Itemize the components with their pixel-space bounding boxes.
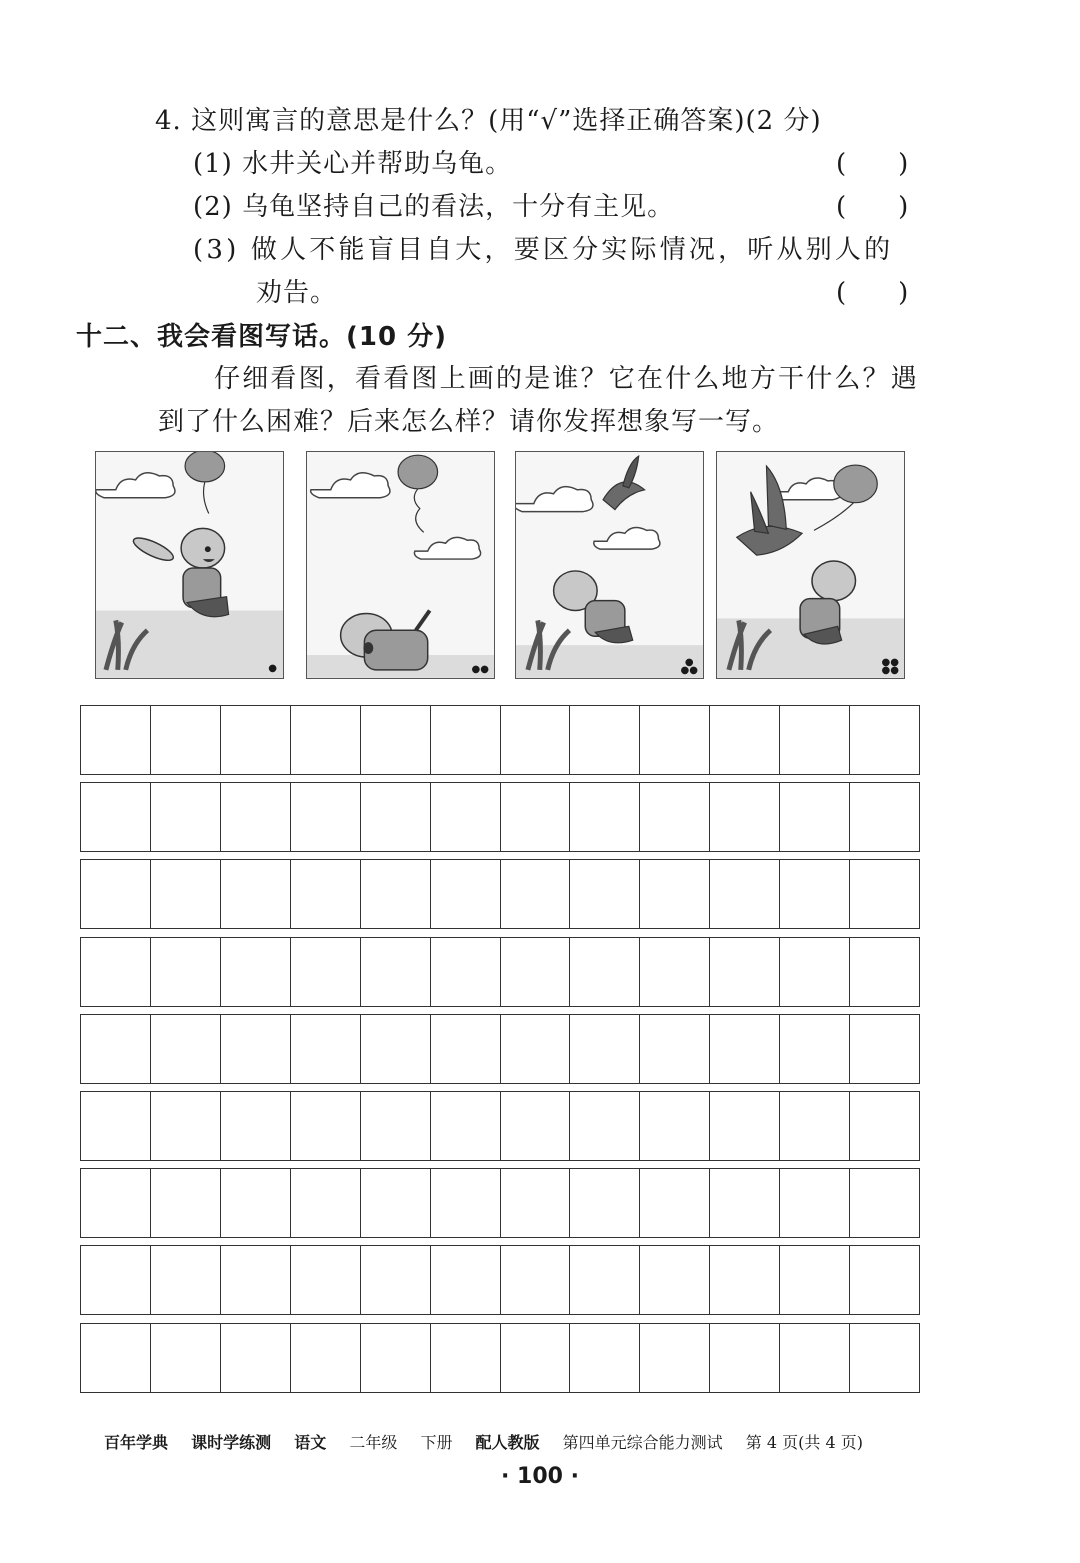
grid-cell[interactable] bbox=[780, 1169, 850, 1237]
grid-cell[interactable] bbox=[570, 1092, 640, 1160]
grid-cell[interactable] bbox=[361, 1015, 431, 1083]
grid-cell[interactable] bbox=[81, 860, 151, 928]
grid-cell[interactable] bbox=[81, 1324, 151, 1392]
grid-cell[interactable] bbox=[640, 1092, 710, 1160]
grid-cell[interactable] bbox=[710, 938, 780, 1006]
grid-cell[interactable] bbox=[291, 938, 361, 1006]
grid-cell[interactable] bbox=[81, 706, 151, 774]
grid-cell[interactable] bbox=[640, 1015, 710, 1083]
grid-cell[interactable] bbox=[431, 706, 501, 774]
grid-cell[interactable] bbox=[710, 1015, 780, 1083]
option-2-text: (2) 乌龟坚持自己的看法，十分有主见。 bbox=[193, 192, 675, 222]
section-12-prompt-line-2: 到了什么困难？后来怎么样？请你发挥想象写一写。 bbox=[158, 407, 780, 437]
grid-cell[interactable] bbox=[81, 1015, 151, 1083]
grid-cell[interactable] bbox=[501, 1015, 571, 1083]
option-3-text: (3) 做人不能盲目自大，要区分实际情况，听从别人的 bbox=[193, 235, 894, 265]
section-12-title: 十二、我会看图写话。(10 分) bbox=[76, 322, 447, 352]
grid-cell[interactable] bbox=[151, 860, 221, 928]
grid-cell[interactable] bbox=[81, 1092, 151, 1160]
grid-cell[interactable] bbox=[81, 938, 151, 1006]
grid-cell[interactable] bbox=[710, 860, 780, 928]
grid-cell[interactable] bbox=[291, 1169, 361, 1237]
footer-grade: 二年级 bbox=[349, 1433, 398, 1452]
grid-cell[interactable] bbox=[221, 938, 291, 1006]
grid-cell[interactable] bbox=[570, 1246, 640, 1314]
footer-volume: 下册 bbox=[420, 1433, 453, 1452]
picture-panel-2 bbox=[306, 451, 495, 679]
grid-cell[interactable] bbox=[81, 1246, 151, 1314]
grid-row bbox=[80, 1323, 920, 1393]
grid-cell[interactable] bbox=[570, 1169, 640, 1237]
grid-cell[interactable] bbox=[431, 1324, 501, 1392]
grid-cell[interactable] bbox=[81, 783, 151, 851]
grid-row bbox=[80, 859, 920, 929]
grid-cell[interactable] bbox=[361, 860, 431, 928]
grid-cell[interactable] bbox=[361, 706, 431, 774]
grid-cell[interactable] bbox=[501, 1324, 571, 1392]
grid-cell[interactable] bbox=[431, 1015, 501, 1083]
grid-cell[interactable] bbox=[291, 1324, 361, 1392]
grid-row bbox=[80, 705, 920, 775]
footer-brand: 百年学典 bbox=[104, 1433, 169, 1452]
grid-cell[interactable] bbox=[640, 860, 710, 928]
grid-cell[interactable] bbox=[291, 706, 361, 774]
grid-cell[interactable] bbox=[501, 1092, 571, 1160]
grid-cell[interactable] bbox=[291, 1092, 361, 1160]
grid-cell[interactable] bbox=[221, 1092, 291, 1160]
grid-cell[interactable] bbox=[850, 1015, 919, 1083]
grid-cell[interactable] bbox=[570, 1324, 640, 1392]
grid-cell[interactable] bbox=[291, 783, 361, 851]
grid-row bbox=[80, 937, 920, 1007]
grid-cell[interactable] bbox=[221, 1015, 291, 1083]
grid-cell[interactable] bbox=[361, 938, 431, 1006]
option-2-answer-box[interactable]: ( ) bbox=[836, 192, 909, 222]
grid-cell[interactable] bbox=[850, 1092, 919, 1160]
grid-cell[interactable] bbox=[221, 860, 291, 928]
grid-cell[interactable] bbox=[151, 1324, 221, 1392]
option-1-text: (1) 水井关心并帮助乌龟。 bbox=[193, 149, 513, 179]
grid-row bbox=[80, 1091, 920, 1161]
option-3-answer-box[interactable]: ( ) bbox=[836, 278, 909, 308]
grid-row bbox=[80, 1245, 920, 1315]
grid-cell[interactable] bbox=[710, 783, 780, 851]
grid-cell[interactable] bbox=[570, 783, 640, 851]
grid-cell[interactable] bbox=[431, 938, 501, 1006]
picture-panel-1 bbox=[95, 451, 284, 679]
page-footer bbox=[104, 1430, 881, 1453]
grid-cell[interactable] bbox=[850, 783, 919, 851]
panel-3-dot-marker: ● ●● bbox=[680, 657, 698, 676]
grid-cell[interactable] bbox=[221, 1169, 291, 1237]
grid-cell[interactable] bbox=[710, 1092, 780, 1160]
grid-cell[interactable] bbox=[780, 860, 850, 928]
grid-cell[interactable] bbox=[570, 706, 640, 774]
footer-subject: 语文 bbox=[294, 1433, 327, 1452]
grid-cell[interactable] bbox=[501, 706, 571, 774]
grid-cell[interactable] bbox=[570, 860, 640, 928]
grid-cell[interactable] bbox=[780, 938, 850, 1006]
grid-cell[interactable] bbox=[291, 860, 361, 928]
grid-cell[interactable] bbox=[850, 860, 919, 928]
grid-cell[interactable] bbox=[640, 706, 710, 774]
grid-cell[interactable] bbox=[361, 783, 431, 851]
grid-cell[interactable] bbox=[221, 1324, 291, 1392]
grid-cell[interactable] bbox=[221, 783, 291, 851]
grid-cell[interactable] bbox=[570, 1015, 640, 1083]
grid-cell[interactable] bbox=[780, 1246, 850, 1314]
grid-cell[interactable] bbox=[780, 706, 850, 774]
grid-cell[interactable] bbox=[361, 1324, 431, 1392]
grid-cell[interactable] bbox=[710, 1324, 780, 1392]
grid-cell[interactable] bbox=[640, 783, 710, 851]
grid-cell[interactable] bbox=[501, 860, 571, 928]
grid-cell[interactable] bbox=[151, 1246, 221, 1314]
footer-page-info: 第 4 页(共 4 页) bbox=[745, 1433, 863, 1452]
grid-cell[interactable] bbox=[501, 783, 571, 851]
grid-cell[interactable] bbox=[640, 1324, 710, 1392]
panel-1-dot-marker: ● bbox=[268, 663, 277, 674]
grid-cell[interactable] bbox=[361, 1092, 431, 1160]
grid-cell[interactable] bbox=[431, 783, 501, 851]
grid-cell[interactable] bbox=[640, 1246, 710, 1314]
grid-cell[interactable] bbox=[151, 1092, 221, 1160]
grid-cell[interactable] bbox=[501, 1169, 571, 1237]
grid-cell[interactable] bbox=[780, 1324, 850, 1392]
grid-cell[interactable] bbox=[151, 1015, 221, 1083]
grid-cell[interactable] bbox=[221, 706, 291, 774]
grid-cell[interactable] bbox=[431, 860, 501, 928]
grid-cell[interactable] bbox=[780, 783, 850, 851]
grid-cell[interactable] bbox=[780, 1092, 850, 1160]
grid-cell[interactable] bbox=[501, 938, 571, 1006]
grid-cell[interactable] bbox=[221, 1246, 291, 1314]
grid-row bbox=[80, 782, 920, 852]
grid-cell[interactable] bbox=[780, 1015, 850, 1083]
grid-cell[interactable] bbox=[81, 1169, 151, 1237]
grid-cell[interactable] bbox=[151, 938, 221, 1006]
footer-edition: 配人教版 bbox=[475, 1433, 540, 1452]
footer-test-name: 第四单元综合能力测试 bbox=[562, 1433, 723, 1452]
grid-cell[interactable] bbox=[710, 1246, 780, 1314]
grid-cell[interactable] bbox=[710, 706, 780, 774]
grid-row bbox=[80, 1168, 920, 1238]
grid-cell[interactable] bbox=[570, 938, 640, 1006]
option-3-text-cont: 劝告。 bbox=[256, 278, 338, 308]
grid-cell[interactable] bbox=[291, 1246, 361, 1314]
grid-cell[interactable] bbox=[501, 1246, 571, 1314]
page-number: · 100 · bbox=[501, 1464, 579, 1489]
question-4-stem: 4. 这则寓言的意思是什么？(用“√”选择正确答案)(2 分) bbox=[155, 106, 822, 136]
option-1-answer-box[interactable]: ( ) bbox=[836, 149, 909, 179]
grid-cell[interactable] bbox=[710, 1169, 780, 1237]
grid-cell[interactable] bbox=[151, 706, 221, 774]
grid-cell[interactable] bbox=[431, 1246, 501, 1314]
section-12-prompt-line-1: 仔细看图，看看图上画的是谁？它在什么地方干什么？遇 bbox=[214, 364, 920, 394]
grid-cell[interactable] bbox=[850, 938, 919, 1006]
grid-cell[interactable] bbox=[640, 938, 710, 1006]
footer-series: 课时学练测 bbox=[191, 1433, 272, 1452]
grid-cell[interactable] bbox=[361, 1246, 431, 1314]
grid-cell[interactable] bbox=[151, 1169, 221, 1237]
grid-cell[interactable] bbox=[291, 1015, 361, 1083]
picture-panel-3 bbox=[515, 451, 704, 679]
grid-cell[interactable] bbox=[850, 1324, 919, 1392]
panel-4-dot-marker: ●● ●● bbox=[881, 657, 899, 676]
grid-row bbox=[80, 1014, 920, 1084]
grid-cell[interactable] bbox=[431, 1169, 501, 1237]
grid-cell[interactable] bbox=[640, 1169, 710, 1237]
grid-cell[interactable] bbox=[850, 706, 919, 774]
panel-2-dot-marker: ●● bbox=[471, 664, 489, 675]
grid-cell[interactable] bbox=[431, 1092, 501, 1160]
grid-cell[interactable] bbox=[151, 783, 221, 851]
grid-cell[interactable] bbox=[361, 1169, 431, 1237]
picture-panel-4 bbox=[716, 451, 905, 679]
grid-cell[interactable] bbox=[850, 1169, 919, 1237]
grid-cell[interactable] bbox=[850, 1246, 919, 1314]
